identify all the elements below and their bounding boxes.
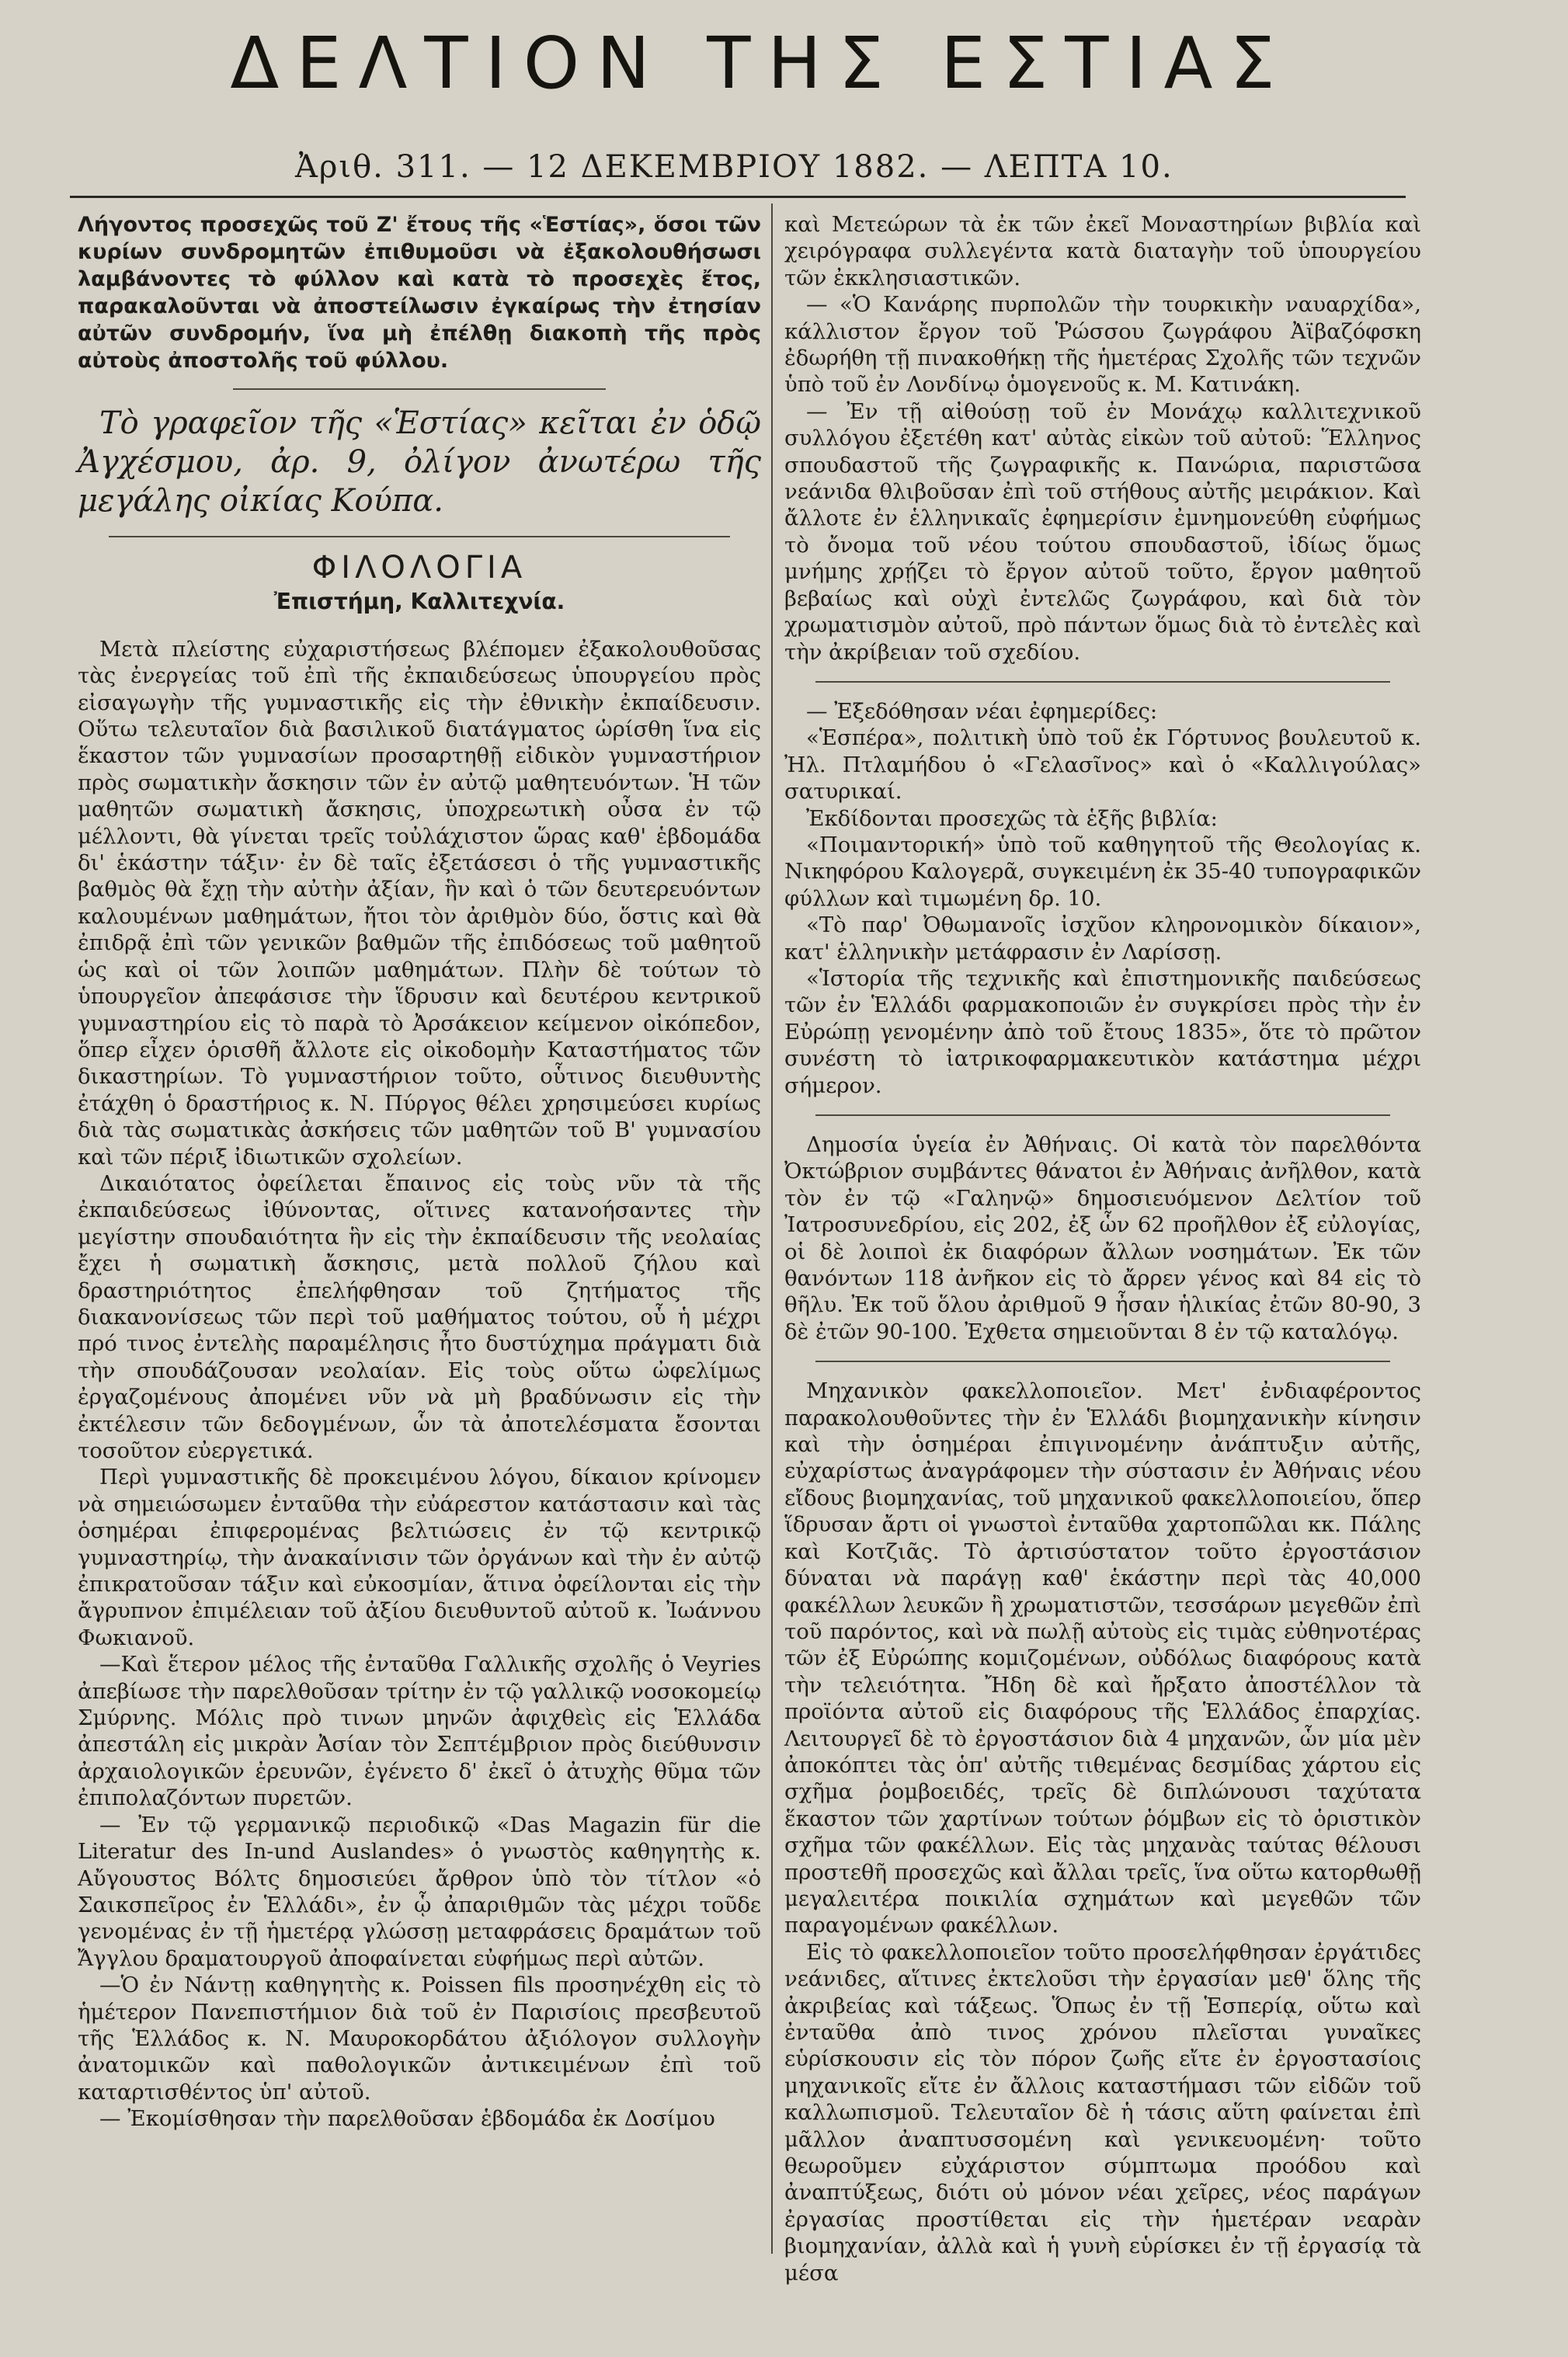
article-paragraph: Μετὰ πλείστης εὐχαριστήσεως βλέπομεν ἐξακολουθοῦσας τὰς ἐνεργείας τοῦ ἐπὶ τῆς ἐκπαιδεύσεως ὑπουργείου πρὸς εἰσαγωγὴν τῆς γυμναστικῆς εἰς τὴν ἐθνικὴν ἐκπαίδευσιν. Οὕτω τελευταῖον διὰ βασιλικοῦ διατάγματος ὡρίσθη ἵνα εἰς ἕκαστον τῶν γυμνασίων προσαρτηθῇ εἰδικὸν γυμναστήριον πρὸς σωματικὴν ἄσκησιν τῶν ἐν αὐτῷ μαθητευόντων. Ἡ τῶν μαθητῶν σωματικὴ ἄσκησις, ὑποχρεωτικὴ οὖσα ἐν τῷ μέλλοντι, θὰ γίνεται τρεῖς τοὐλάχιστον ὥρας καθ' ἑβδομάδα δι' ἑκάστην τάξιν· ἐν δὲ ταῖς ἐξετάσεσι ὁ τῆς γυμναστικῆς βαθμὸς θὰ ἔχῃ τὴν αὐτὴν ἀξίαν, ἣν καὶ ὁ τῶν δευτερευόντων καλουμένων μαθημάτων, ἤτοι τὸν ἀριθμὸν δύο, ὅστις καὶ θὰ ἐπιδρᾷ ἐπὶ τῶν γενικῶν βαθμῶν τῆς ἐπιδόσεως τοῦ μαθητοῦ ὡς καὶ οἱ τῶν λοιπῶν μαθημάτων. Πλὴν δὲ τούτων τὸ ὑπουργεῖον ἀπεφάσισε τὴν ἵδρυσιν καὶ δευτέρου κεντρικοῦ γυμναστηρίου εἰς τὸ παρὰ τὸ Ἀρσάκειον κείμενον οἰκόπεδον, ὅπερ εἶχεν ὁρισθῆ ἄλλοτε εἰς οἰκοδομὴν Καταστήματος τῶν δικαστηρίων. Τὸ γυμναστήριον τοῦτο, οὗτινος διευθυντὴς ἐτάχθη ὁ δραστήριος κ. Ν. Πύργος θέλει χρησιμεύσει κυρίως διὰ τὰς σωματικὰς ἀσκήσεις τῶν μαθητῶν τοῦ Β' γυμνασίου καὶ τῶν πέριξ ἰδιωτικῶν σχολείων. [78,636,761,1170]
article-paragraph: καὶ Μετεώρων τὰ ἐκ τῶν ἐκεῖ Μοναστηρίων βιβλία καὶ χειρόγραφα συλλεγέντα κατὰ διαταγὴν τοῦ ὑπουργείου τῶν ἐκκλησιαστικῶν. [784,212,1421,290]
issue-line: Ἀριθ. 311. — 12 ΔΕΚΕΜΒΡΙΟΥ 1882. — ΛΕΠΤΑ 10. [295,149,1173,185]
article-paragraph: Εἰς τὸ φακελλοποιεῖον τοῦτο προσελήφθησαν ἐργάτιδες νεάνιδες, αἵτινες ἐκτελοῦσι τὴν ἐργασίαν μεθ' ὅλης τῆς ἀκριβείας καὶ τάξεως. Ὅπως ἐν τῇ Ἑσπερίᾳ, οὕτω καὶ ἐνταῦθα ἀπὸ τινος χρόνου πλεῖσται γυναῖκες εὑρίσκουσιν εἰς τὸν πόρον ζωῆς εἴτε ἐν ἐργοστασίοις μηχανικοῖς εἴτε ἐν ἄλλοις καταστήμασι τῶν εἰδῶν τοῦ καλλωπισμοῦ. Τελευταῖον δὲ ἡ τάσις αὕτη φαίνεται ἐπὶ μᾶλλον ἀναπτυσσομένη καὶ γενικευομένη· τοῦτο θεωροῦμεν εὐχάριστον σύμπτωμα προόδου καὶ ἀναπτύξεως, διότι οὐ μόνον νέαι χεῖρες, νέος παράγων ἐργασίας προστίθεται εἰς τὴν ἡμετέραν νεαρὰν βιομηχανίαν, ἀλλὰ καὶ ἡ γυνὴ εὑρίσκει ἐν τῇ ἐργασίᾳ τὰ μέσα [784,1939,1421,2286]
article-paragraph: —Ὁ ἐν Νάντῃ καθηγητὴς κ. Poissen fils προσηνέχθη εἰς τὸ ἡμέτερον Πανεπιστήμιον διὰ τοῦ ἐν Παρισίοις πρεσβευτοῦ τῆς Ἑλλάδος κ. Ν. Μαυροκορδάτου ἀξιόλογον συλλογὴν ἀνατομικῶν καὶ παθολογικῶν ἀντικειμένων ἐπὶ τοῦ καταρτισθέντος ὑπ' αὐτοῦ. [78,1973,761,2105]
article-paragraph: —Καὶ ἕτερον μέλος τῆς ἐνταῦθα Γαλλικῆς σχολῆς ὁ Veyries ἀπεβίωσε τὴν παρελθοῦσαν τρίτην ἐν τῷ γαλλικῷ νοσοκομείῳ Σμύρνης. Μόλις πρὸ τινων μηνῶν ἀφιχθεὶς εἰς Ἑλλάδα ἀπεστάλη εἰς μικρὰν Ἀσίαν τὸν Σεπτέμβριον πρὸς διεύθυνσιν ἀρχαιολογικῶν ἐρευνῶν, ἐγένετο δ' ἐκεῖ ὁ ἀτυχὴς θῦμα τῶν ἐπιπολαζόντων πυρετῶν. [78,1652,761,1811]
article-paragraph: Μηχανικὸν φακελλοποιεῖον. Μετ' ἐνδιαφέροντος παρακολουθοῦντες τὴν ἐν Ἑλλάδι βιομηχανικὴν κίνησιν καὶ τὴν ὁσημέραι ἐπιγινομένην ἀνάπτυξιν αὐτῆς, εὐχαρίστως ἀναγράφομεν τὴν σύστασιν ἐν Ἀθήναις νέου εἴδους βιομηχανίας, τοῦ μηχανικοῦ φακελλοποιείου, ὅπερ ἵδρυσαν ἄρτι οἱ γνωστοὶ ἐνταῦθα χαρτοπῶλαι κκ. Πάλης καὶ Κοτζιᾶς. Τὸ ἀρτισύστατον τοῦτο ἐργοστάσιον δύναται νὰ παράγῃ καθ' ἑκάστην περὶ τὰς 40,000 φακέλλων λευκῶν ἢ χρωματιστῶν, τεσσάρων μεγεθῶν ἐπὶ τοῦ παρόντος, καὶ νὰ πωλῇ αὐτοὺς εἰς τιμὰς εὐθηνοτέρας τῶν ἐξ Εὐρώπης κομιζομένων, οὐδόλως διαφόρους κατὰ τὴν τελειότητα. Ἤδη δὲ καὶ ἤρξατο ἀποστέλλον τὰ προϊόντα αὐτοῦ εἰς διαφόρους τῆς Ἑλλάδος ἐπαρχίας. Λειτουργεῖ δὲ τὸ ἐργοστάσιον διὰ 4 μηχανῶν, ὧν μία μὲν ἀποκόπτει τὰς ὁπ' αὐτῆς τιθεμένας δεσμίδας χάρτου εἰς σχῆμα ῥομβοειδές, τρεῖς δὲ διπλώνουσι ταχύτατα ἕκαστον τῶν χαρτίνων τούτων ῥόμβων εἰς τὸ ὁριστικὸν σχῆμα τῶν φακέλλων. Εἰς τὰς μηχανὰς ταύτας θέλουσι προστεθῆ προσεχῶς καὶ ἄλλαι τρεῖς, ἵνα οὕτω κατορθωθῇ μεγαλειτέρα ποικιλία σχημάτων καὶ μεγεθῶν τῶν παραγομένων φακέλλων. [784,1378,1421,1938]
column-divider [771,203,773,2254]
article-paragraph: «Ποιμαντορική» ὑπὸ τοῦ καθηγητοῦ τῆς Θεολογίας κ. Νικηφόρου Καλογερᾶ, συγκειμένη ἐκ 35-40 τυπογραφικῶν φύλλων καὶ τιμωμένη δρ. 10. [784,832,1421,911]
article-paragraph: — Ἐξεδόθησαν νέαι ἐφημερίδες: [806,698,1158,724]
masthead: ΔΕΛΤΙΟΝ ΤΗΣ ΕΣΤΙΑΣ [230,22,1292,105]
section-subtitle: Ἐπιστήμη, Καλλιτεχνία. [273,589,565,615]
article-paragraph: — «Ὁ Κανάρης πυρπολῶν τὴν τουρκικὴν ναυαρχίδα», κάλλιστον ἔργον τοῦ Ῥώσσου ζωγράφου Ἀϊβαζόφσκη ἐδωρήθη τῇ πινακοθήκῃ τῆς ἡμετέρας Σχολῆς τῶν τεχνῶν ὑπὸ τοῦ ἐν Λονδίνῳ ὁμογενοῦς κ. Μ. Κατινάκη. [784,292,1421,398]
article-paragraph: «Ἑσπέρα», πολιτικὴ ὑπὸ τοῦ ἐκ Γόρτυνος βουλευτοῦ κ. Ἠλ. Πτλαμήδου ὁ «Γελασῖνος» καὶ ὁ «Καλλιγούλας» σατυρικαί. [784,725,1421,805]
article-paragraph: «Ἱστορία τῆς τεχνικῆς καὶ ἐπιστημονικῆς παιδεύσεως τῶν ἐν Ἑλλάδι φαρμακοποιῶν ἐν συγκρίσει πρὸς τὴν ἐν Εὐρώπῃ γενομένην ἀπὸ τοῦ ἔτους 1835», ὅτε τὸ πρῶτον συνέστη τὸ ἰατρικοφαρμακευτικὸν κατάστημα μέχρι σήμερον. [784,965,1421,1098]
right-column [784,211,1421,2286]
subscription-notice: Λήγοντος προσεχῶς τοῦ Ζ' ἔτους τῆς «Ἑστίας», ὅσοι τῶν κυρίων συνδρομητῶν ἐπιθυμοῦσι νὰ ἐξακολουθήσωσι λαμβάνοντες τὸ φύλλον καὶ κατὰ τὸ προσεχὲς ἔτος, παρακαλοῦνται νὰ ἀποστείλωσιν ἐγκαίρως τὴν ἐτησίαν αὐτῶν συνδρομήν, ἵνα μὴ ἐπέλθῃ διακοπὴ τῆς πρὸς αὐτοὺς ἀποστολῆς τοῦ φύλλου. [78,213,761,373]
article-paragraph: Δικαιότατος ὀφείλεται ἔπαινος εἰς τοὺς νῦν τὰ τῆς ἐκπαιδεύσεως ἰθύνοντας, οἵτινες κατανοήσαντες τὴν μεγίστην σπουδαιότητα ἣν εἰς τὴν ἐκπαίδευσιν τῆς νεολαίας ἔχει ἡ σωματικὴ ἄσκησις, μετὰ πολλοῦ ζήλου καὶ δραστηριότητος ἐπελήφθησαν τοῦ ζητήματος τῆς διακανονίσεως τῶν περὶ τοῦ μαθήματος τούτου, οὗ ἡ μέχρι πρό τινος ἐντελὴς παραμέλησις ἦτο δυστύχημα πράγματι διὰ τὴν σπουδάζουσαν νεολαίαν. Εἰς τοὺς οὕτω ὠφελίμως ἐργαζομένους ἀπομένει νῦν νὰ μὴ βραδύνωσιν εἰς τὴν ἐκτέλεσιν τῶν δεδογμένων, ὧν τὰ ἀποτελέσματα ἔσονται τοσοῦτον εὐεργετικά. [78,1170,761,1463]
article-paragraph: Περὶ γυμναστικῆς δὲ προκειμένου λόγου, δίκαιον κρίνομεν νὰ σημειώσωμεν ἐνταῦθα τὴν εὐάρεστον κατάστασιν καὶ τὰς ὁσημέραι ἐπιφερομένας βελτιώσεις ἐν τῷ κεντρικῷ γυμναστηρίῳ, τὴν ἀνακαίνισιν τῶν ὀργάνων καὶ τὴν ἐν αὐτῷ ἐπικρατοῦσαν τάξιν καὶ εὐκοσμίαν, ἅτινα ὀφείλονται εἰς τὴν ἄγρυπνον ἐπιμέλειαν τοῦ ἀξίου διευθυντοῦ αὐτοῦ κ. Ἰωάννου Φωκιανοῦ. [78,1465,761,1650]
office-address: Τὸ γραφεῖον τῆς «Ἑστίας» κεῖται ἐν ὁδῷ Ἀγχέσμου, ἀρ. 9, ὀλίγον ἀνωτέρω τῆς μεγάλης οἰκίας Κούπα. [78,405,761,519]
separator [233,388,606,390]
article-paragraph: — Ἐκομίσθησαν τὴν παρελθοῦσαν ἑβδομάδα ἐκ Δοσίμου [99,2106,715,2132]
separator [815,1114,1390,1116]
header-rule [70,196,1406,198]
article-paragraph: «Τὸ παρ' Ὀθωμανοῖς ἰσχῦον κληρονομικὸν δίκαιον», κατ' ἑλληνικὴν μετάφρασιν ἐν Λαρίσσῃ. [784,913,1421,965]
article-paragraph: — Ἐν τῇ αἰθούσῃ τοῦ ἐν Μονάχῳ καλλιτεχνικοῦ συλλόγου ἐξετέθη κατ' αὐτὰς εἰκὼν τοῦ αὐτοῦ: Ἕλληνος σπουδαστοῦ τῆς ζωγραφικῆς κ. Πανώρια, παριστῶσα νεάνιδα θλιβοῦσαν ἐπὶ τοῦ στήθους αὐτῆς μειράκιον. Καὶ ἄλλοτε ἐν ἑλληνικαῖς ἐφημερίσιν ἐμνημονεύθη εὐφήμως τὸ ὄνομα τοῦ νέου τούτου σπουδαστοῦ, ἰδίως ὅμως μνήμης χρῄζει τὸ ἔργον αὐτοῦ τοῦτο, ἔργον μαθητοῦ βεβαίως καὶ οὐχὶ ἐντελῶς ζωγράφου, καὶ διὰ τὸν χρωματισμὸν αὐτοῦ, πρὸ πάντων ὅμως διὰ τὸ ἐντελὲς καὶ τὴν ἀκρίβειαν τοῦ σχεδίου. [784,398,1421,665]
article-paragraph: Ἐκδίδονται προσεχῶς τὰ ἑξῆς βιβλία: [806,805,1218,831]
article-paragraph: Δημοσία ὑγεία ἐν Ἀθήναις. Οἱ κατὰ τὸν παρελθόντα Ὀκτώβριον συμβάντες θάνατοι ἐν Ἀθήναις ἀνῆλθον, κατὰ τὸν ἐν τῷ «Γαληνῷ» δημοσιευόμενον Δελτίον τοῦ Ἰατροσυνεδρίου, εἰς 202, ἐξ ὧν 62 προῆλθον ἐξ εὐλογίας, οἱ δὲ λοιποὶ ἐκ διαφόρων ἄλλων νοσημάτων. Ἐκ τῶν θανόντων 118 ἀνῆκον εἰς τὸ ἄρρεν γένος καὶ 84 εἰς τὸ θῆλυ. Ἐκ τοῦ ὅλου ἀριθμοῦ 9 ἦσαν ἡλικίας ἐτῶν 80-90, 3 δὲ ἐτῶν 90-100. Ἐχθετα σημειοῦνται 8 ἐν τῷ καταλόγῳ. [784,1132,1421,1344]
separator [109,536,730,537]
left-column [78,211,761,2133]
section-title: ΦΙΛΟΛΟΓΙΑ [311,550,527,586]
separator [815,681,1390,683]
article-paragraph: — Ἐν τῷ γερμανικῷ περιοδικῷ «Das Magazin für die Literatur des In-und Auslandes» ὁ γνωστὸς καθηγητὴς κ. Αὔγουστος Βόλτς δημοσιεύει ἄρθρον ὑπὸ τὸν τίτλον «ὁ Σαικσπεῖρος ἐν Ἑλλάδι», ἐν ᾧ ἀπαριθμῶν τὰς μέχρι τοῦδε γενομένας ἐν τῇ ἡμετέρᾳ γλώσσῃ μεταφράσεις δραμάτων τοῦ Ἄγγλου δραματουργοῦ ἀποφαίνεται εὐφήμως περὶ αὐτῶν. [78,1812,761,1971]
separator [815,1361,1390,1362]
